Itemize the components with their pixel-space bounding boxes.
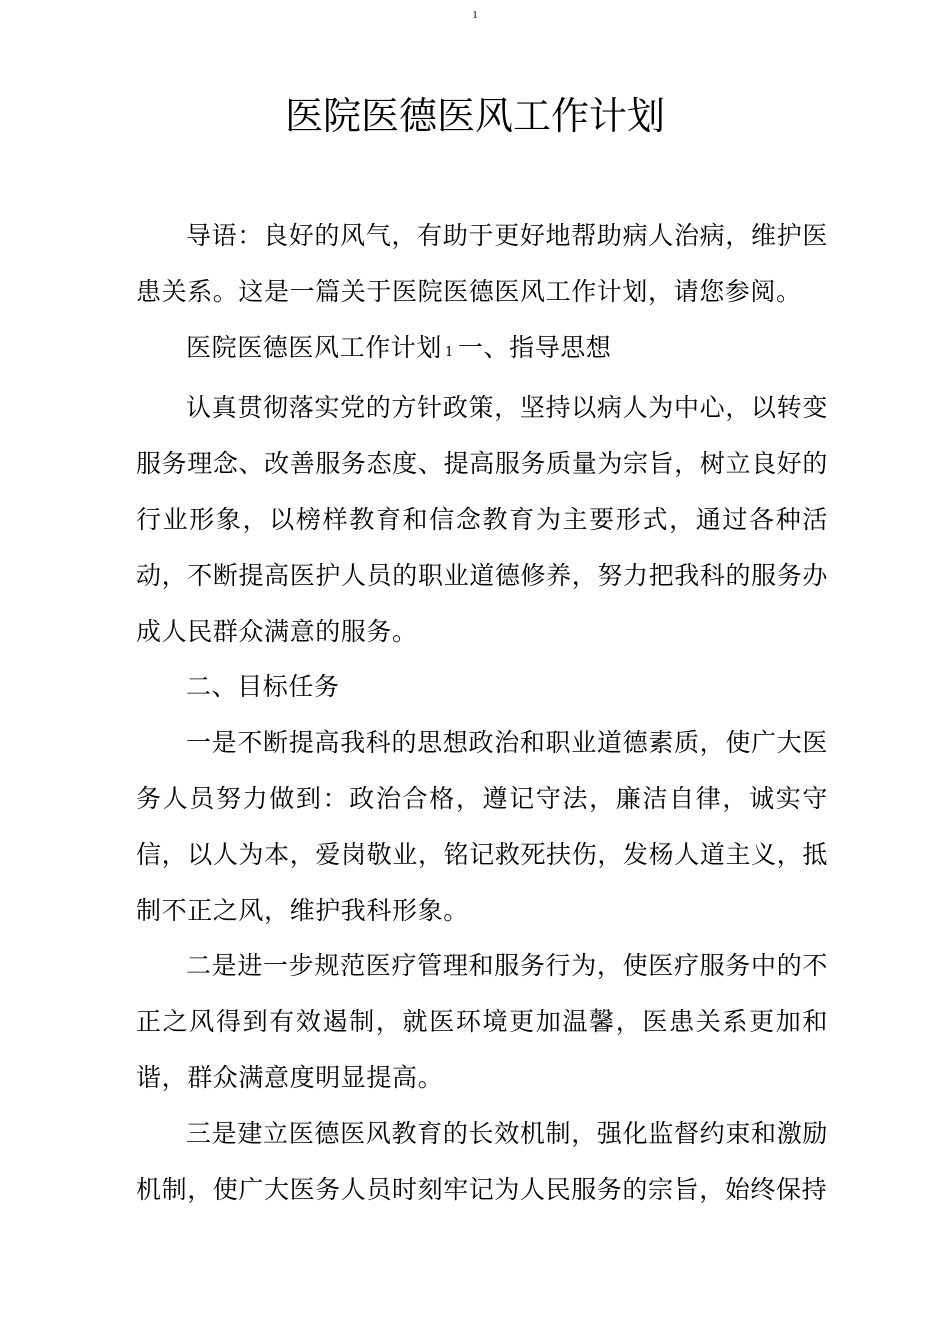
footnote-marker: 1: [445, 344, 454, 360]
guiding-thought-paragraph: 认真贯彻落实党的方针政策，坚持以病人为中心，以转变服务理念、改善服务态度、提高服务质量为宗旨，树立良好的行业形象，以榜样教育和信念教育为主要形式，通过各种活动，不断提高医护人员的职业道德修养，努力把我科的服务办成人民群众满意的服务。: [136, 393, 828, 646]
page-number: 1: [472, 9, 478, 21]
section-heading-goals: 二、目标任务: [186, 672, 340, 702]
heading-guiding-thought: 一、指导思想: [457, 332, 612, 362]
intro-paragraph: 导语：良好的风气，有助于更好地帮助病人治病，维护医患关系。这是一篇关于医院医德医风工作计划，请您参阅。: [136, 221, 828, 306]
goal-paragraph-1: 一是不断提高我科的思想政治和职业道德素质，使广大医务人员努力做到：政治合格，遵记守法，廉洁自律，诚实守信，以人为本，爱岗敬业，铭记救死扶伤，发杨人道主义，抵制不正之风，维护我科形象。: [136, 728, 828, 925]
plan-title-inline: 医院医德医风工作计划: [186, 332, 443, 362]
document-title: 医院医德医风工作计划: [284, 94, 665, 138]
goal-paragraph-2: 二是进一步规范医疗管理和服务行为，使医疗服务中的不正之风得到有效遏制，就医环境更加温馨，医患关系更加和谐，群众满意度明显提高。: [136, 951, 828, 1092]
section-heading-guiding-thought: [136, 320, 828, 381]
goal-paragraph-3: 三是建立医德医风教育的长效机制，强化监督约束和激励机制，使广大医务人员时刻牢记为人民服务的宗旨，始终保持: [136, 1118, 828, 1204]
document-body: [136, 208, 828, 1217]
